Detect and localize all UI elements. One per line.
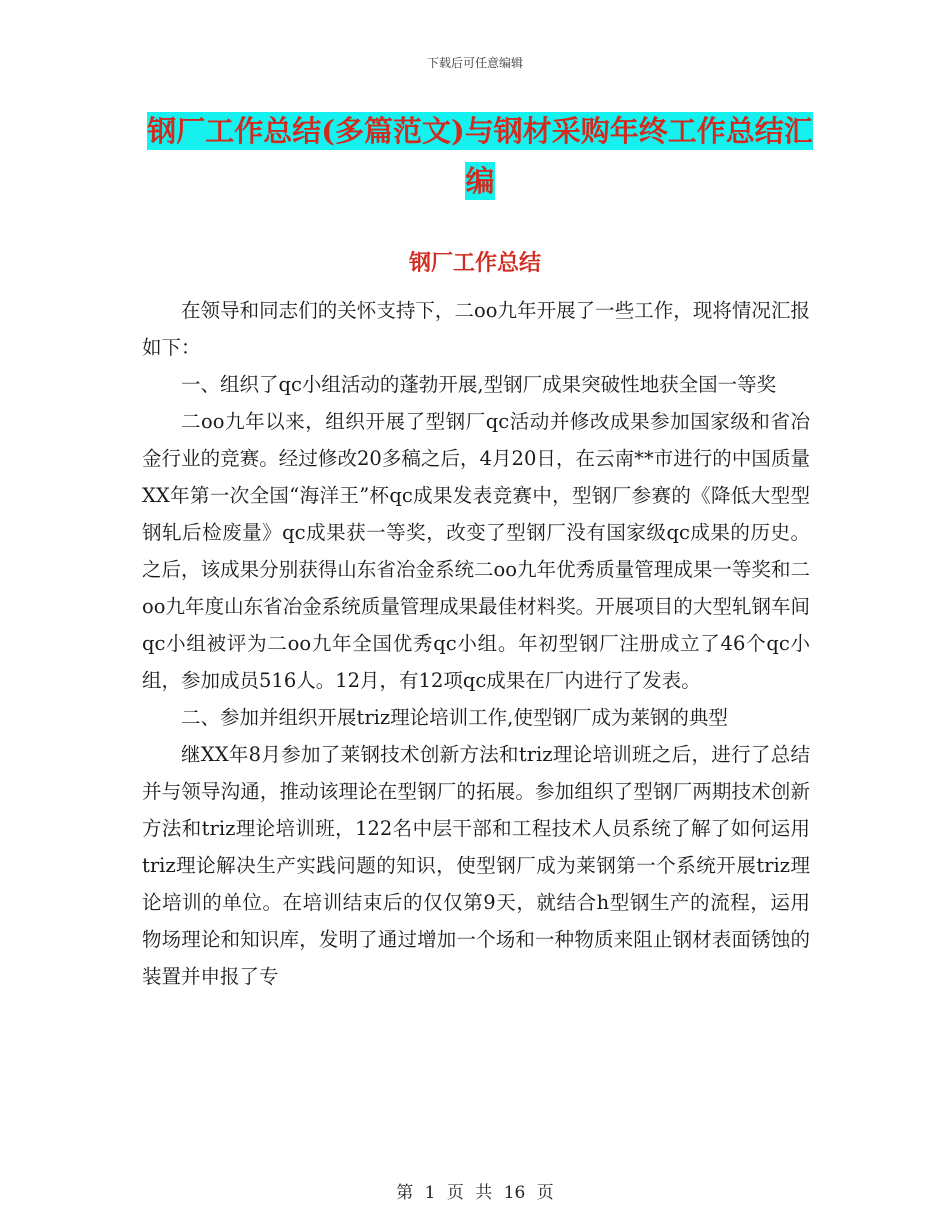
document-body — [142, 292, 810, 995]
section-heading: 钢厂工作总结 — [408, 250, 541, 276]
page-number-footer: 第 1 页 共 16 页 — [396, 1183, 554, 1203]
paragraph-intro: 在领导和同志们的关怀支持下，二oo九年开展了一些工作，现将情况汇报如下： — [142, 299, 810, 359]
document-title-text: 钢厂工作总结(多篇范文)与钢材采购年终工作总结汇编 — [147, 114, 813, 198]
paragraph-item-2-body: 继XX年8月参加了莱钢技术创新方法和triz理论培训班之后，进行了总结并与领导沟通，推动该理论在型钢厂的拓展。参加组织了型钢厂两期技术创新方法和triz理论培训班，122名中层干部和工程技术人员系统了解了如何运用triz理论解决生产实践问题的知识，使型钢厂成为莱钢第一个系统开展triz理论培训的单位。在培训结束后的仅仅第9天，就结合h型钢生产的流程，运用物场理论和知识库，发明了通过增加一个场和一种物质来阻止钢材表面锈蚀的装置并申报了专 — [142, 743, 810, 988]
paragraph-item-1-body: 二oo九年以来，组织开展了型钢厂qc活动并修改成果参加国家级和省冶金行业的竞赛。经过修改20多稿之后，4月20日，在云南**市进行的中国质量XX年第一次全国“海洋王”杯qc成果发表竞赛中，型钢厂参赛的《降低大型型钢轧后检废量》qc成果获一等奖，改变了型钢厂没有国家级qc成果的历史。之后，该成果分别获得山东省冶金系统二oo九年优秀质量管理成果一等奖和二oo九年度山东省冶金系统质量管理成果最佳材料奖。开展项目的大型轧钢车间qc小组被评为二oo九年全国优秀qc小组。年初型钢厂注册成立了46个qc小组，参加成员516人。12月，有12项qc成果在厂内进行了发表。 — [142, 410, 810, 692]
header-note: 下载后可任意编辑 — [426, 56, 523, 70]
paragraph-item-2-heading: 二、参加并组织开展triz理论培训工作,使型钢厂成为莱钢的典型 — [181, 706, 728, 729]
paragraph-item-1-heading: 一、组织了qc小组活动的蓬勃开展,型钢厂成果突破性地获全国一等奖 — [181, 373, 777, 396]
document-title — [140, 106, 820, 206]
